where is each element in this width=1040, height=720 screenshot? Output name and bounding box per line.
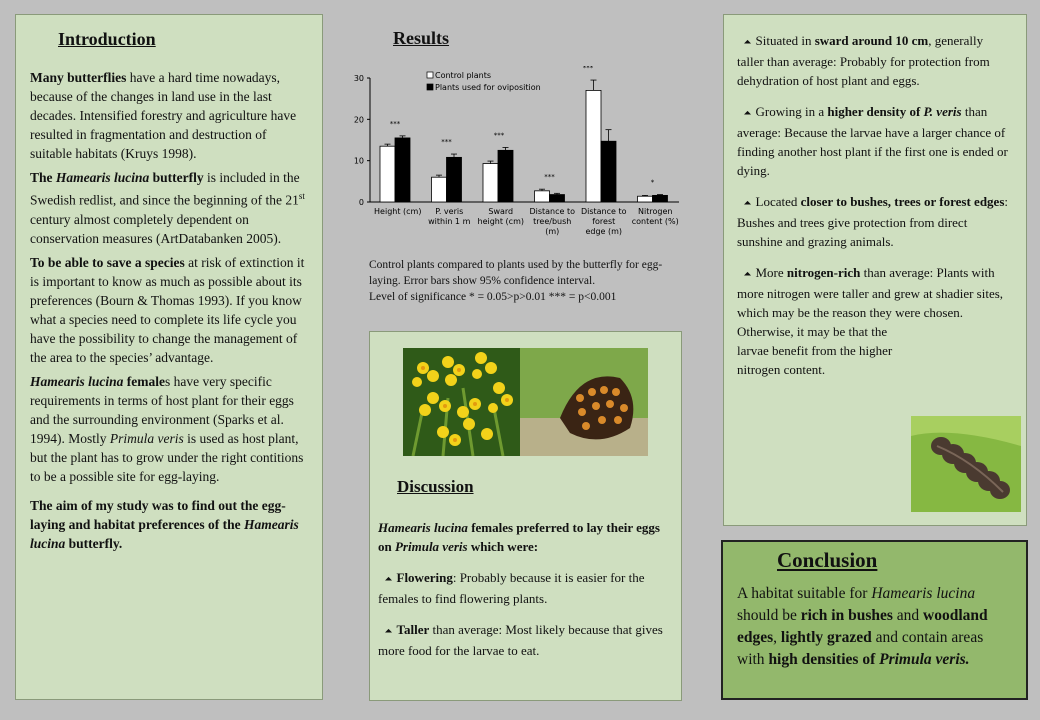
conclusion-bushes: rich in bushes (800, 607, 893, 624)
intro-p3-bold: To be able to save a species (30, 254, 185, 270)
conclusion-woodland: woodland edges (737, 607, 988, 646)
legend-swatch (427, 72, 433, 78)
bar-oviposition (601, 141, 616, 202)
legend-label: Plants used for oviposition (435, 83, 541, 92)
bar-control (535, 191, 550, 202)
finding-nitrogen (737, 263, 1013, 322)
introduction-panel (15, 14, 323, 700)
conclusion-text-4: , (773, 629, 781, 646)
intro-p2-text-1: is included in the Swedish redlist, and since the beginning of the 21 (30, 170, 300, 208)
bullet-arrow-icon: ⏶ (743, 108, 752, 119)
intro-p3-text: at risk of extinction it is important to know as much as possible about its preferences (Bourn & Thomas 1993). If you know what a species need to complete its life cycle you have the possibility to change the management of the area to the species’ advantage. (30, 254, 305, 365)
bar-control (586, 90, 601, 202)
x-tick-label: Height (cm) (374, 207, 422, 216)
intro-p1-text: have a hard time nowadays, because of the changes in land use in the last decades. Intensified forestry and agriculture have resulted in fragmentation and destruction of suitable habitats (Kruys 1998). (30, 70, 297, 161)
discussion-intro-bold: females preferred to lay their eggs on (378, 520, 660, 554)
side-findings-panel (723, 14, 1027, 526)
bullet-arrow-icon: ⏶ (384, 626, 393, 637)
conclusion-text-5: and contain areas with (737, 629, 984, 668)
conclusion-text-2: should be (737, 607, 801, 624)
significance-label: * (650, 178, 655, 187)
finding-density-bold: higher density of (827, 104, 924, 119)
intro-p2-bold-2: butterfly (149, 170, 204, 185)
finding-sward-bold: sward around 10 cm (814, 33, 929, 48)
bullet-arrow-icon: ⏶ (743, 269, 752, 280)
bar-oviposition (447, 157, 462, 202)
bar-control (380, 146, 395, 202)
x-tick-label: forest (592, 217, 616, 226)
significance-label: *** (582, 66, 594, 73)
bar-oviposition (395, 138, 410, 202)
intro-p2-text-2: century almost completely dependent on conservation measures (ArtDatabanken 2005). (30, 211, 282, 246)
bar-control (638, 196, 653, 202)
intro-p4-host-plant: Primula veris (109, 430, 184, 446)
finding-nitrogen-text-1: More (755, 265, 787, 280)
bullet-arrow-icon: ⏶ (743, 198, 752, 209)
conclusion-body (737, 583, 1014, 671)
conclusion-species: Hamearis lucina (871, 585, 976, 602)
intro-p2-bold-1: The (30, 170, 56, 185)
discussion-flowering-text: : Probably because it is easier for the females to find flowering plants. (378, 570, 645, 606)
discussion-taller-label: Taller (396, 622, 430, 637)
discussion-intro (378, 518, 674, 556)
significance-label: *** (544, 173, 555, 182)
finding-sward-text-2: , generally taller than average: Probably for protection from dehydration of host plant and eggs. (737, 33, 990, 88)
intro-p4-species: Hamearis lucina (30, 373, 124, 389)
conclusion-panel (721, 540, 1028, 700)
significance-label: *** (441, 138, 452, 147)
x-tick-label: tree/bush (533, 217, 572, 226)
finding-bushes (737, 192, 1013, 251)
discussion-intro-bold-2: which were: (467, 539, 539, 554)
conclusion-densities: high densities of (768, 651, 880, 668)
bar-control (483, 164, 498, 202)
discussion-species: Hamearis lucina (378, 520, 468, 535)
bar-control (432, 177, 447, 202)
conclusion-host-plant: Primula veris. (879, 651, 970, 668)
intro-paragraph-4 (30, 372, 308, 486)
x-tick-label: content (%) (631, 217, 679, 226)
y-tick-label: 30 (353, 74, 364, 83)
discussion-title: Discussion (397, 477, 474, 496)
x-tick-label: P. veris (435, 207, 464, 216)
legend-swatch (427, 84, 433, 90)
discussion-taller-text: than average: Most likely because that gives more food for the larvae to eat. (378, 622, 663, 658)
finding-sward (737, 31, 1013, 90)
discussion-flowering (378, 568, 674, 608)
finding-nitrogen-text-2: than average: Plants with more nitrogen were taller and grew at shadier sites, which may be the reason they were chosen. (737, 265, 1004, 320)
finding-sward-text-1: Situated in (755, 33, 815, 48)
discussion-taller (378, 620, 674, 660)
intro-p2-species: Hamearis lucina (55, 170, 150, 185)
chart-caption-line-2: Level of significance * = 0.05>p>0.01 *** = p<0.001 (369, 291, 617, 303)
intro-p4-text-2: is used as host plant, but the plant has to grow under the right contitions to be a possible site for egg-laying. (30, 430, 304, 484)
results-bar-chart (340, 66, 690, 246)
bullet-arrow-icon: ⏶ (384, 574, 393, 585)
finding-larvae: Otherwise, it may be that the larvae benefit from the higher nitrogen content. (737, 324, 893, 377)
significance-label: *** (493, 131, 505, 140)
intro-paragraph-1 (30, 68, 308, 163)
intro-p4-text-1: s have very specific requirements in terms of host plant for their eggs and the surrounding environment (Sparks et al. 1994). Mostly (30, 373, 294, 446)
x-tick-label: Distance to (529, 207, 576, 216)
intro-aim-bold-1: The aim of my study was to find out the egg-laying and habitat preferences of the (30, 497, 286, 532)
discussion-flowering-label: Flowering (396, 570, 453, 585)
conclusion-grazed: lightly grazed (780, 629, 872, 646)
x-tick-label: Nitrogen (638, 207, 673, 216)
conclusion-text-3: and (892, 607, 924, 624)
x-tick-label: edge (m) (585, 227, 623, 236)
finding-density-text-1: Growing in a (755, 104, 828, 119)
intro-aim-paragraph (30, 496, 308, 553)
introduction-title: Introduction (58, 29, 156, 49)
results-title: Results (393, 28, 450, 48)
legend-label: Control plants (435, 71, 492, 80)
x-tick-label: Sward (488, 207, 514, 216)
finding-density (737, 102, 1013, 180)
finding-nitrogen-bold: nitrogen-rich (786, 265, 861, 280)
discussion-host-plant: Primula veris (394, 539, 468, 554)
intro-aim-species: Hamearis lucina (30, 516, 299, 551)
y-tick-label: 20 (353, 115, 364, 125)
hamearis-lucina-photo (520, 348, 648, 456)
finding-density-text-2: than average: Because the larvae have a larger chance of finding another host plant if the first one is ended or dying. (737, 104, 1008, 178)
intro-paragraph-2 (30, 168, 308, 248)
discussion-body (378, 518, 674, 672)
caterpillar-photo (911, 416, 1021, 512)
finding-density-species: P. veris (923, 104, 962, 119)
bar-oviposition (653, 195, 668, 202)
intro-aim-bold-2: butterfly. (65, 535, 123, 551)
bar-oviposition (550, 195, 565, 202)
y-tick-label: 0 (358, 198, 364, 207)
y-tick-label: 10 (353, 156, 364, 166)
finding-bushes-bold: closer to bushes, trees or forest edges (800, 194, 1005, 209)
x-tick-label: (m) (545, 227, 560, 236)
chart-caption-line-1: Control plants compared to plants used by the butterfly for egg-laying. Error bars show 95% confidence interval. (369, 259, 663, 287)
finding-bushes-text-2: : Bushes and trees give protection from direct sunshine and grazing animals. (737, 194, 1009, 249)
intro-p1-bold: Many butterflies (30, 70, 127, 85)
bar-oviposition (498, 150, 513, 202)
intro-paragraph-3 (30, 253, 308, 367)
primula-veris-photo (403, 348, 521, 456)
x-tick-label: height (cm) (477, 217, 524, 226)
x-tick-label: within 1 m (428, 217, 471, 226)
significance-label: *** (389, 119, 401, 128)
bullet-arrow-icon: ⏶ (743, 37, 752, 48)
conclusion-text-1: A habitat suitable for (737, 585, 872, 602)
intro-p2-sup: st (298, 191, 305, 201)
x-tick-label: Distance to (580, 207, 627, 216)
conclusion-title: Conclusion (777, 548, 878, 572)
discussion-panel (369, 331, 682, 701)
chart-caption (369, 257, 689, 305)
finding-bushes-text-1: Located (755, 194, 801, 209)
intro-p4-bold: female (123, 373, 165, 389)
